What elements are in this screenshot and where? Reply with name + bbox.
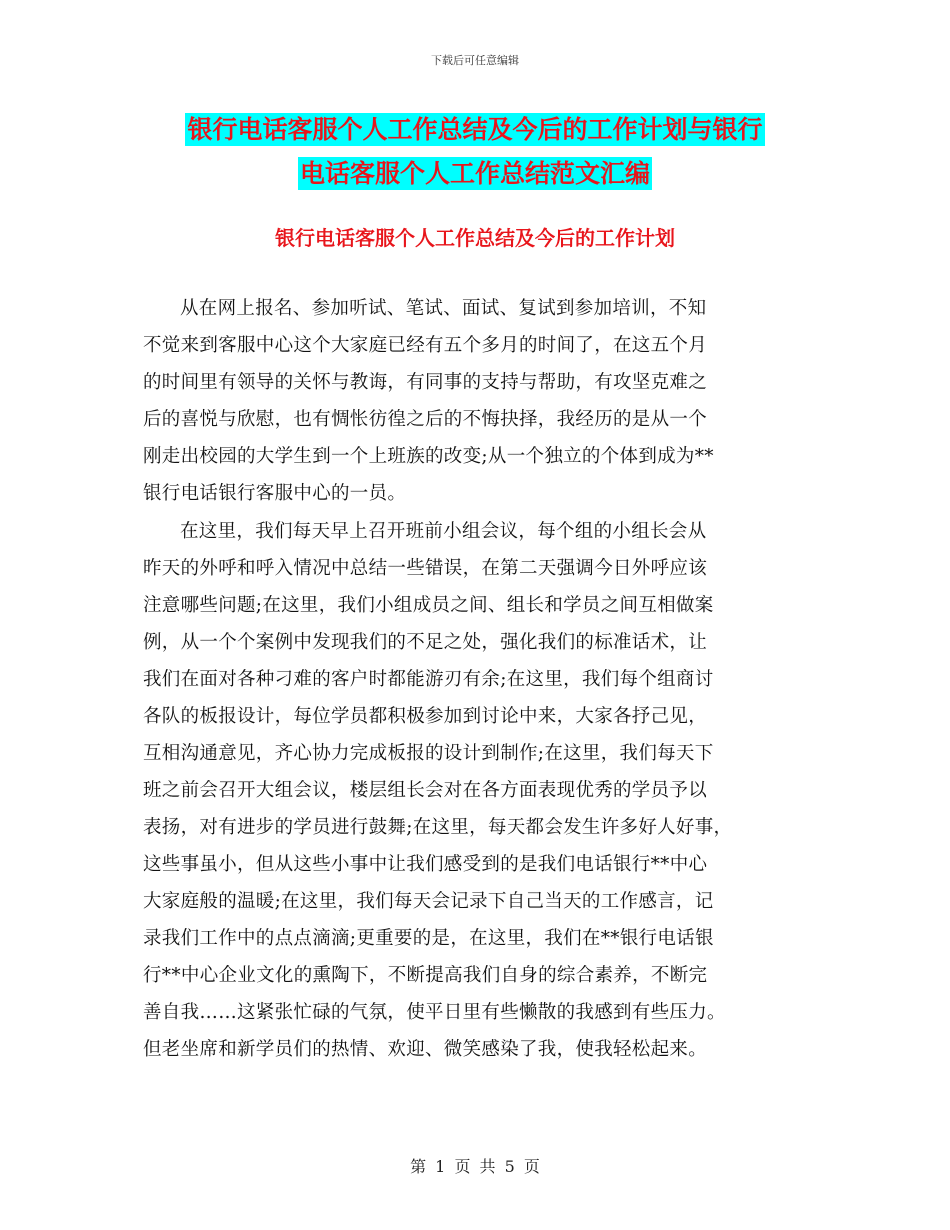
- text-line: 但老坐席和新学员们的热情、欢迎、微笑感染了我，使我轻松起来。: [143, 1039, 708, 1060]
- paragraph-2: [143, 513, 808, 1068]
- text-line: 刚走出校园的大学生到一个上班族的改变;从一个独立的个体到成为**: [143, 446, 714, 467]
- text-line: 我们在面对各种刁难的客户时都能游刃有余;在这里，我们每个组商讨: [143, 669, 714, 690]
- text-line: 互相沟通意见，齐心协力完成板报的设计到制作;在这里，我们每天下: [143, 743, 714, 764]
- title-line-2: 电话客服个人工作总结范文汇编: [299, 159, 650, 188]
- text-line: 在这里，我们每天早上召开班前小组会议，每个组的小组长会从: [180, 521, 707, 542]
- text-line: 昨天的外呼和呼入情况中总结一些错误，在第二天强调今日外呼应该: [143, 558, 708, 579]
- text-line: 的时间里有领导的关怀与教诲，有同事的支持与帮助，有攻坚克难之: [143, 372, 708, 393]
- document-title: [130, 108, 820, 196]
- text-line: 例，从一个个案例中发现我们的不足之处，强化我们的标准话术，让: [143, 632, 708, 653]
- section-heading: 银行电话客服个人工作总结及今后的工作计划: [275, 226, 675, 250]
- text-line: 表扬，对有进步的学员进行鼓舞;在这里，每天都会发生许多好人好事，: [143, 817, 733, 838]
- text-line: 注意哪些问题;在这里，我们小组成员之间、组长和学员之间互相做案: [143, 595, 714, 616]
- text-line: 班之前会召开大组会议，楼层组长会对在各方面表现优秀的学员予以: [143, 780, 708, 801]
- text-line: 录我们工作中的点点滴滴;更重要的是，在这里，我们在**银行电话银: [143, 928, 714, 949]
- text-line: 善自我……这紧张忙碌的气氛，使平日里有些懒散的我感到有些压力。: [143, 1002, 726, 1023]
- page-header: 下载后可任意编辑: [431, 54, 519, 67]
- text-line: 银行电话银行客服中心的一员。: [143, 483, 407, 504]
- text-line: 行**中心企业文化的熏陶下，不断提高我们自身的综合素养，不断完: [143, 965, 708, 986]
- title-line-1: 银行电话客服个人工作总结及今后的工作计划与银行: [187, 115, 763, 144]
- page-footer: 第 1 页 共 5 页: [410, 1157, 540, 1176]
- text-line: 大家庭般的温暖;在这里，我们每天会记录下自己当天的工作感言，记: [143, 891, 714, 912]
- text-line: 各队的板报设计，每位学员都积极参加到讨论中来，大家各抒己见，: [143, 706, 708, 727]
- text-line: 从在网上报名、参加听试、笔试、面试、复试到参加培训，不知: [180, 298, 707, 319]
- text-line: 这些事虽小，但从这些小事中让我们感受到的是我们电话银行**中心: [143, 854, 708, 875]
- text-line: 后的喜悦与欣慰，也有惆怅彷徨之后的不悔抉择，我经历的是从一个: [143, 409, 708, 430]
- paragraph-1: [143, 290, 808, 512]
- text-line: 不觉来到客服中心这个大家庭已经有五个多月的时间了，在这五个月: [143, 335, 708, 356]
